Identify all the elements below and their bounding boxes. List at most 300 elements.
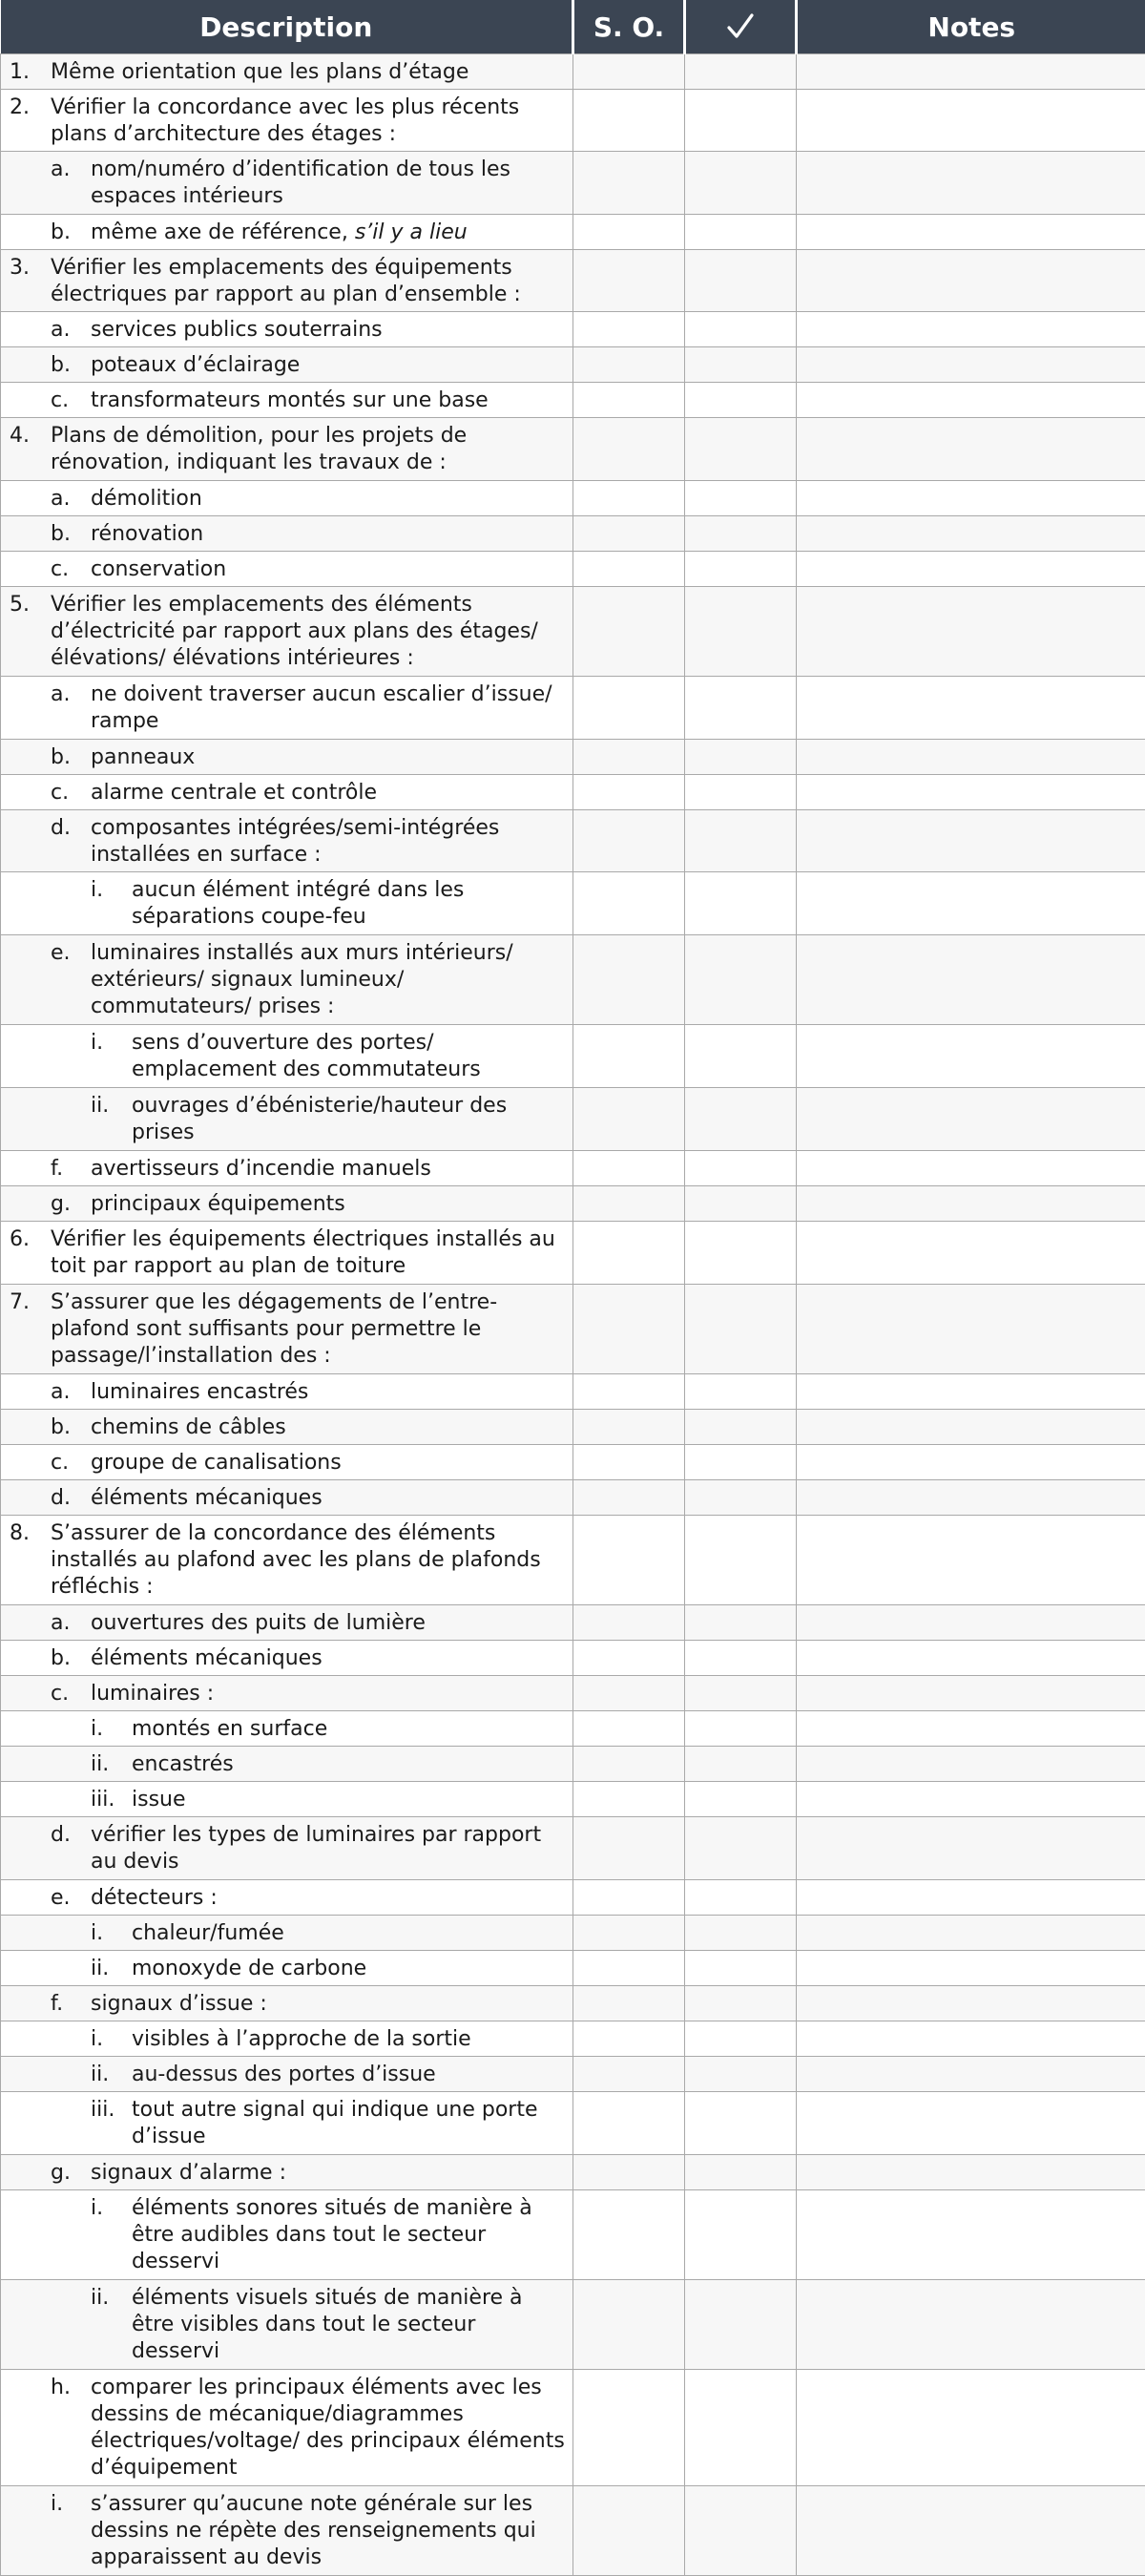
description-cell <box>1 2057 573 2092</box>
item-text <box>51 94 565 148</box>
item-marker: b. <box>51 352 71 379</box>
table-row <box>1 1480 1145 1516</box>
so-cell[interactable] <box>573 1676 685 1711</box>
check-cell[interactable] <box>685 516 797 552</box>
notes-cell[interactable] <box>797 152 1145 215</box>
item-text-main: ouvertures des puits de lumière <box>91 1611 426 1635</box>
so-cell[interactable] <box>573 54 685 90</box>
so-cell[interactable] <box>573 215 685 250</box>
notes-cell[interactable] <box>797 2021 1145 2057</box>
item-text <box>132 1787 565 1813</box>
item-marker: 1. <box>10 59 30 86</box>
table-row <box>1 677 1145 740</box>
so-cell[interactable] <box>573 1186 685 1222</box>
notes-cell[interactable] <box>797 872 1145 935</box>
notes-cell[interactable] <box>797 1410 1145 1445</box>
item-text <box>91 157 565 210</box>
item-text <box>91 1991 565 2018</box>
table-row <box>1 1445 1145 1480</box>
description-cell <box>1 740 573 775</box>
item-text <box>51 1226 565 1280</box>
table-row <box>1 740 1145 775</box>
table-row <box>1 1516 1145 1605</box>
check-cell[interactable] <box>685 1782 797 1817</box>
table-row <box>1 2486 1145 2576</box>
table-row <box>1 1880 1145 1916</box>
notes-cell[interactable] <box>797 1817 1145 1880</box>
so-cell[interactable] <box>573 383 685 418</box>
so-cell[interactable] <box>573 1480 685 1516</box>
description-cell <box>1 1151 573 1186</box>
check-cell[interactable] <box>685 552 797 587</box>
so-cell[interactable] <box>573 1025 685 1088</box>
description-cell <box>1 1986 573 2021</box>
check-cell[interactable] <box>685 872 797 935</box>
so-cell[interactable] <box>573 810 685 872</box>
notes-cell[interactable] <box>797 516 1145 552</box>
item-marker: i. <box>91 1716 103 1743</box>
item-text <box>91 1681 565 1707</box>
item-marker: 3. <box>10 255 30 282</box>
so-cell[interactable] <box>573 1986 685 2021</box>
check-cell[interactable] <box>685 2092 797 2155</box>
so-cell[interactable] <box>573 1711 685 1747</box>
so-cell[interactable] <box>573 2486 685 2576</box>
description-cell <box>1 1951 573 1986</box>
check-cell[interactable] <box>685 152 797 215</box>
notes-cell[interactable] <box>797 1605 1145 1641</box>
item-text-main: Vérifier les emplacements des équipements électriques par rapport au plan d’ensemble : <box>51 256 521 306</box>
check-cell[interactable] <box>685 1986 797 2021</box>
description-cell <box>1 677 573 740</box>
item-text <box>91 1156 565 1183</box>
so-cell[interactable] <box>573 1951 685 1986</box>
description-cell <box>1 810 573 872</box>
check-cell[interactable] <box>685 740 797 775</box>
so-cell[interactable] <box>573 1782 685 1817</box>
item-marker: d. <box>51 1485 71 1512</box>
notes-cell[interactable] <box>797 1222 1145 1285</box>
item-marker: c. <box>51 1681 69 1707</box>
item-text-main: poteaux d’éclairage <box>91 353 300 377</box>
so-cell[interactable] <box>573 872 685 935</box>
item-text <box>91 940 565 1020</box>
so-cell[interactable] <box>573 418 685 481</box>
notes-cell[interactable] <box>797 2486 1145 2576</box>
check-cell[interactable] <box>685 2280 797 2370</box>
item-text <box>132 1751 565 1778</box>
item-text-main: vérifier les types de luminaires par rapport au devis <box>91 1823 541 1874</box>
item-text <box>132 877 565 931</box>
item-marker: i. <box>91 2195 103 2222</box>
item-text-main: luminaires : <box>91 1682 214 1706</box>
notes-cell[interactable] <box>797 587 1145 677</box>
so-cell[interactable] <box>573 1747 685 1782</box>
so-cell[interactable] <box>573 1374 685 1410</box>
description-cell <box>1 418 573 481</box>
notes-cell[interactable] <box>797 312 1145 347</box>
table-row <box>1 935 1145 1025</box>
item-text-main: chaleur/fumée <box>132 1921 284 1945</box>
item-text <box>91 1485 565 1512</box>
check-cell[interactable] <box>685 1480 797 1516</box>
notes-cell[interactable] <box>797 347 1145 383</box>
check-cell[interactable] <box>685 1151 797 1186</box>
notes-cell[interactable] <box>797 418 1145 481</box>
notes-cell[interactable] <box>797 1951 1145 1986</box>
check-cell[interactable] <box>685 1605 797 1641</box>
check-cell[interactable] <box>685 1025 797 1088</box>
item-text <box>91 1645 565 1672</box>
check-cell[interactable] <box>685 1222 797 1285</box>
item-text-main: éléments sonores situés de manière à être audibles dans tout le secteur desservi <box>132 2196 532 2273</box>
notes-cell[interactable] <box>797 90 1145 152</box>
notes-cell[interactable] <box>797 1676 1145 1711</box>
check-cell[interactable] <box>685 1445 797 1480</box>
check-cell[interactable] <box>685 2190 797 2280</box>
description-cell <box>1 1445 573 1480</box>
check-cell[interactable] <box>685 481 797 516</box>
so-cell[interactable] <box>573 2155 685 2190</box>
item-text <box>132 1716 565 1743</box>
table-row <box>1 1151 1145 1186</box>
item-marker: ii. <box>91 2062 109 2088</box>
description-cell <box>1 1222 573 1285</box>
item-text-main: Même orientation que les plans d’étage <box>51 60 468 84</box>
check-cell[interactable] <box>685 1880 797 1916</box>
so-cell[interactable] <box>573 347 685 383</box>
notes-cell[interactable] <box>797 1186 1145 1222</box>
item-text <box>132 1920 565 1947</box>
notes-cell[interactable] <box>797 775 1145 810</box>
item-marker: b. <box>51 220 71 246</box>
description-cell <box>1 1641 573 1676</box>
item-text-main: démolition <box>91 487 202 511</box>
notes-cell[interactable] <box>797 1480 1145 1516</box>
description-cell <box>1 1880 573 1916</box>
check-cell[interactable] <box>685 1747 797 1782</box>
so-cell[interactable] <box>573 935 685 1025</box>
notes-cell[interactable] <box>797 250 1145 312</box>
item-text <box>91 1450 565 1476</box>
item-marker: i. <box>91 1030 103 1057</box>
item-text-main: luminaires installés aux murs intérieurs/ extérieurs/ signaux lumineux/ commutateurs/ prises : <box>91 941 513 1018</box>
check-cell[interactable] <box>685 1817 797 1880</box>
so-cell[interactable] <box>573 2190 685 2280</box>
item-marker: c. <box>51 387 69 414</box>
notes-cell[interactable] <box>797 1641 1145 1676</box>
item-text-main: éléments visuels situés de manière à être visibles dans tout le secteur desservi <box>132 2286 523 2363</box>
check-cell[interactable] <box>685 383 797 418</box>
description-cell <box>1 1025 573 1088</box>
table-row <box>1 383 1145 418</box>
item-text <box>91 1414 565 1441</box>
table-row <box>1 90 1145 152</box>
description-cell <box>1 1782 573 1817</box>
item-marker: a. <box>51 1610 70 1637</box>
check-cell[interactable] <box>685 312 797 347</box>
description-cell <box>1 1747 573 1782</box>
check-cell[interactable] <box>685 1711 797 1747</box>
description-cell <box>1 516 573 552</box>
so-cell[interactable] <box>573 740 685 775</box>
item-marker: c. <box>51 780 69 806</box>
notes-cell[interactable] <box>797 552 1145 587</box>
item-marker: b. <box>51 1414 71 1441</box>
notes-cell[interactable] <box>797 677 1145 740</box>
check-cell[interactable] <box>685 1676 797 1711</box>
check-cell[interactable] <box>685 1186 797 1222</box>
item-text <box>51 423 565 476</box>
so-cell[interactable] <box>573 312 685 347</box>
so-cell[interactable] <box>573 552 685 587</box>
item-text-main: S’assurer de la concordance des éléments installés au plafond avec les plans de plafonds réfléchis : <box>51 1521 541 1599</box>
notes-cell[interactable] <box>797 2155 1145 2190</box>
item-marker: g. <box>51 2160 71 2187</box>
item-text <box>91 521 565 548</box>
item-text-main: issue <box>132 1788 186 1812</box>
header-row <box>1 0 1145 54</box>
item-marker: b. <box>51 1645 71 1672</box>
check-cell[interactable] <box>685 587 797 677</box>
so-cell[interactable] <box>573 587 685 677</box>
table-row <box>1 2280 1145 2370</box>
table-row <box>1 1951 1145 1986</box>
description-cell <box>1 1410 573 1445</box>
header-check <box>685 0 797 54</box>
check-cell[interactable] <box>685 1285 797 1374</box>
item-text-main: Vérifier les équipements électriques installés au toit par rapport au plan de toiture <box>51 1227 555 1278</box>
item-marker: a. <box>51 157 70 183</box>
table-row <box>1 2190 1145 2280</box>
description-cell <box>1 1711 573 1747</box>
so-cell[interactable] <box>573 1817 685 1880</box>
notes-cell[interactable] <box>797 935 1145 1025</box>
notes-cell[interactable] <box>797 2190 1145 2280</box>
notes-cell[interactable] <box>797 1916 1145 1951</box>
notes-cell[interactable] <box>797 54 1145 90</box>
check-cell[interactable] <box>685 1951 797 1986</box>
so-cell[interactable] <box>573 2092 685 2155</box>
item-text-main: éléments mécaniques <box>91 1646 323 1670</box>
item-text-main: conservation <box>91 557 226 581</box>
so-cell[interactable] <box>573 1516 685 1605</box>
so-cell[interactable] <box>573 250 685 312</box>
check-cell[interactable] <box>685 810 797 872</box>
table-row <box>1 1782 1145 1817</box>
check-cell[interactable] <box>685 2021 797 2057</box>
item-text-main: aucun élément intégré dans les séparations coupe-feu <box>132 878 464 929</box>
notes-cell[interactable] <box>797 481 1145 516</box>
notes-cell[interactable] <box>797 1986 1145 2021</box>
notes-cell[interactable] <box>797 215 1145 250</box>
so-cell[interactable] <box>573 775 685 810</box>
item-marker: f. <box>51 1991 63 2018</box>
item-marker: c. <box>51 556 69 583</box>
check-cell[interactable] <box>685 1516 797 1605</box>
item-text <box>132 2026 565 2053</box>
so-cell[interactable] <box>573 1641 685 1676</box>
so-cell[interactable] <box>573 677 685 740</box>
notes-cell[interactable] <box>797 1151 1145 1186</box>
table-row <box>1 2057 1145 2092</box>
so-cell[interactable] <box>573 1605 685 1641</box>
check-cell[interactable] <box>685 1088 797 1151</box>
item-text-main: détecteurs : <box>91 1886 218 1910</box>
notes-cell[interactable] <box>797 1445 1145 1480</box>
notes-cell[interactable] <box>797 1880 1145 1916</box>
checklist-body <box>1 54 1145 2576</box>
so-cell[interactable] <box>573 2280 685 2370</box>
item-text-main: alarme centrale et contrôle <box>91 781 377 805</box>
check-cell[interactable] <box>685 90 797 152</box>
check-cell[interactable] <box>685 935 797 1025</box>
item-marker: a. <box>51 681 70 708</box>
item-text-main: au-dessus des portes d’issue <box>132 2063 436 2086</box>
item-marker: a. <box>51 1379 70 1406</box>
item-text-main: rénovation <box>91 522 203 546</box>
item-marker: a. <box>51 486 70 513</box>
item-text-main: même axe de référence, <box>91 220 355 244</box>
item-text <box>51 1289 565 1370</box>
table-row <box>1 810 1145 872</box>
table-row <box>1 1025 1145 1088</box>
item-text <box>132 2097 565 2150</box>
so-cell[interactable] <box>573 1222 685 1285</box>
check-cell[interactable] <box>685 250 797 312</box>
description-cell <box>1 2155 573 2190</box>
item-marker: d. <box>51 1822 71 1849</box>
description-cell <box>1 1285 573 1374</box>
check-cell[interactable] <box>685 2370 797 2486</box>
so-cell[interactable] <box>573 481 685 516</box>
description-cell <box>1 2092 573 2155</box>
notes-cell[interactable] <box>797 1516 1145 1605</box>
notes-cell[interactable] <box>797 2370 1145 2486</box>
item-marker: ii. <box>91 1956 109 1982</box>
notes-cell[interactable] <box>797 1711 1145 1747</box>
check-cell[interactable] <box>685 418 797 481</box>
so-cell[interactable] <box>573 152 685 215</box>
item-text-main: encastrés <box>132 1752 234 1776</box>
table-row <box>1 1641 1145 1676</box>
so-cell[interactable] <box>573 1916 685 1951</box>
description-cell <box>1 312 573 347</box>
table-row <box>1 1285 1145 1374</box>
item-text <box>132 2195 565 2275</box>
item-text <box>91 387 565 414</box>
check-cell[interactable] <box>685 2057 797 2092</box>
description-cell <box>1 2021 573 2057</box>
item-text-main: principaux équipements <box>91 1192 345 1216</box>
item-text <box>91 556 565 583</box>
check-cell[interactable] <box>685 775 797 810</box>
item-text <box>51 592 565 672</box>
notes-cell[interactable] <box>797 1782 1145 1817</box>
table-row <box>1 1410 1145 1445</box>
check-cell[interactable] <box>685 1916 797 1951</box>
item-text <box>91 744 565 771</box>
table-row <box>1 1374 1145 1410</box>
description-cell <box>1 481 573 516</box>
item-marker: i. <box>91 1920 103 1947</box>
item-text-main: nom/numéro d’identification de tous les espaces intérieurs <box>91 157 510 208</box>
item-text <box>91 220 565 246</box>
so-cell[interactable] <box>573 1445 685 1480</box>
item-text <box>91 2491 565 2571</box>
table-row <box>1 2092 1145 2155</box>
item-text <box>91 780 565 806</box>
table-row <box>1 347 1145 383</box>
table-row <box>1 1186 1145 1222</box>
so-cell[interactable] <box>573 1088 685 1151</box>
item-text <box>91 1822 565 1875</box>
item-text-main: ne doivent traverser aucun escalier d’issue/ rampe <box>91 682 552 733</box>
item-marker: ii. <box>91 2285 109 2312</box>
description-cell <box>1 347 573 383</box>
check-cell[interactable] <box>685 1374 797 1410</box>
check-cell[interactable] <box>685 1641 797 1676</box>
check-cell[interactable] <box>685 2486 797 2576</box>
table-row <box>1 1088 1145 1151</box>
so-cell[interactable] <box>573 1410 685 1445</box>
notes-cell[interactable] <box>797 1747 1145 1782</box>
notes-cell[interactable] <box>797 1025 1145 1088</box>
table-row <box>1 872 1145 935</box>
item-text <box>132 2062 565 2088</box>
item-text-main: montés en surface <box>132 1717 327 1741</box>
notes-cell[interactable] <box>797 2057 1145 2092</box>
so-cell[interactable] <box>573 2021 685 2057</box>
description-cell <box>1 872 573 935</box>
notes-cell[interactable] <box>797 2280 1145 2370</box>
so-cell[interactable] <box>573 1151 685 1186</box>
header-notes: Notes <box>797 0 1145 54</box>
so-cell[interactable] <box>573 516 685 552</box>
description-cell <box>1 250 573 312</box>
item-marker: 8. <box>10 1520 30 1547</box>
so-cell[interactable] <box>573 90 685 152</box>
item-text-italic: s’il y a lieu <box>355 220 468 244</box>
so-cell[interactable] <box>573 2370 685 2486</box>
notes-cell[interactable] <box>797 810 1145 872</box>
item-marker: i. <box>91 877 103 904</box>
so-cell[interactable] <box>573 1880 685 1916</box>
item-marker: d. <box>51 815 71 842</box>
item-marker: ii. <box>91 1093 109 1120</box>
check-cell[interactable] <box>685 215 797 250</box>
notes-cell[interactable] <box>797 1285 1145 1374</box>
notes-cell[interactable] <box>797 740 1145 775</box>
table-row <box>1 54 1145 90</box>
check-cell[interactable] <box>685 677 797 740</box>
notes-cell[interactable] <box>797 1088 1145 1151</box>
so-cell[interactable] <box>573 2057 685 2092</box>
notes-cell[interactable] <box>797 1374 1145 1410</box>
description-cell <box>1 1186 573 1222</box>
check-cell[interactable] <box>685 2155 797 2190</box>
so-cell[interactable] <box>573 1285 685 1374</box>
item-text-main: sens d’ouverture des portes/ emplacement des commutateurs <box>132 1031 481 1081</box>
notes-cell[interactable] <box>797 383 1145 418</box>
notes-cell[interactable] <box>797 2092 1145 2155</box>
description-cell <box>1 383 573 418</box>
item-marker: b. <box>51 521 71 548</box>
check-cell[interactable] <box>685 54 797 90</box>
description-cell <box>1 1480 573 1516</box>
check-cell[interactable] <box>685 347 797 383</box>
check-cell[interactable] <box>685 1410 797 1445</box>
